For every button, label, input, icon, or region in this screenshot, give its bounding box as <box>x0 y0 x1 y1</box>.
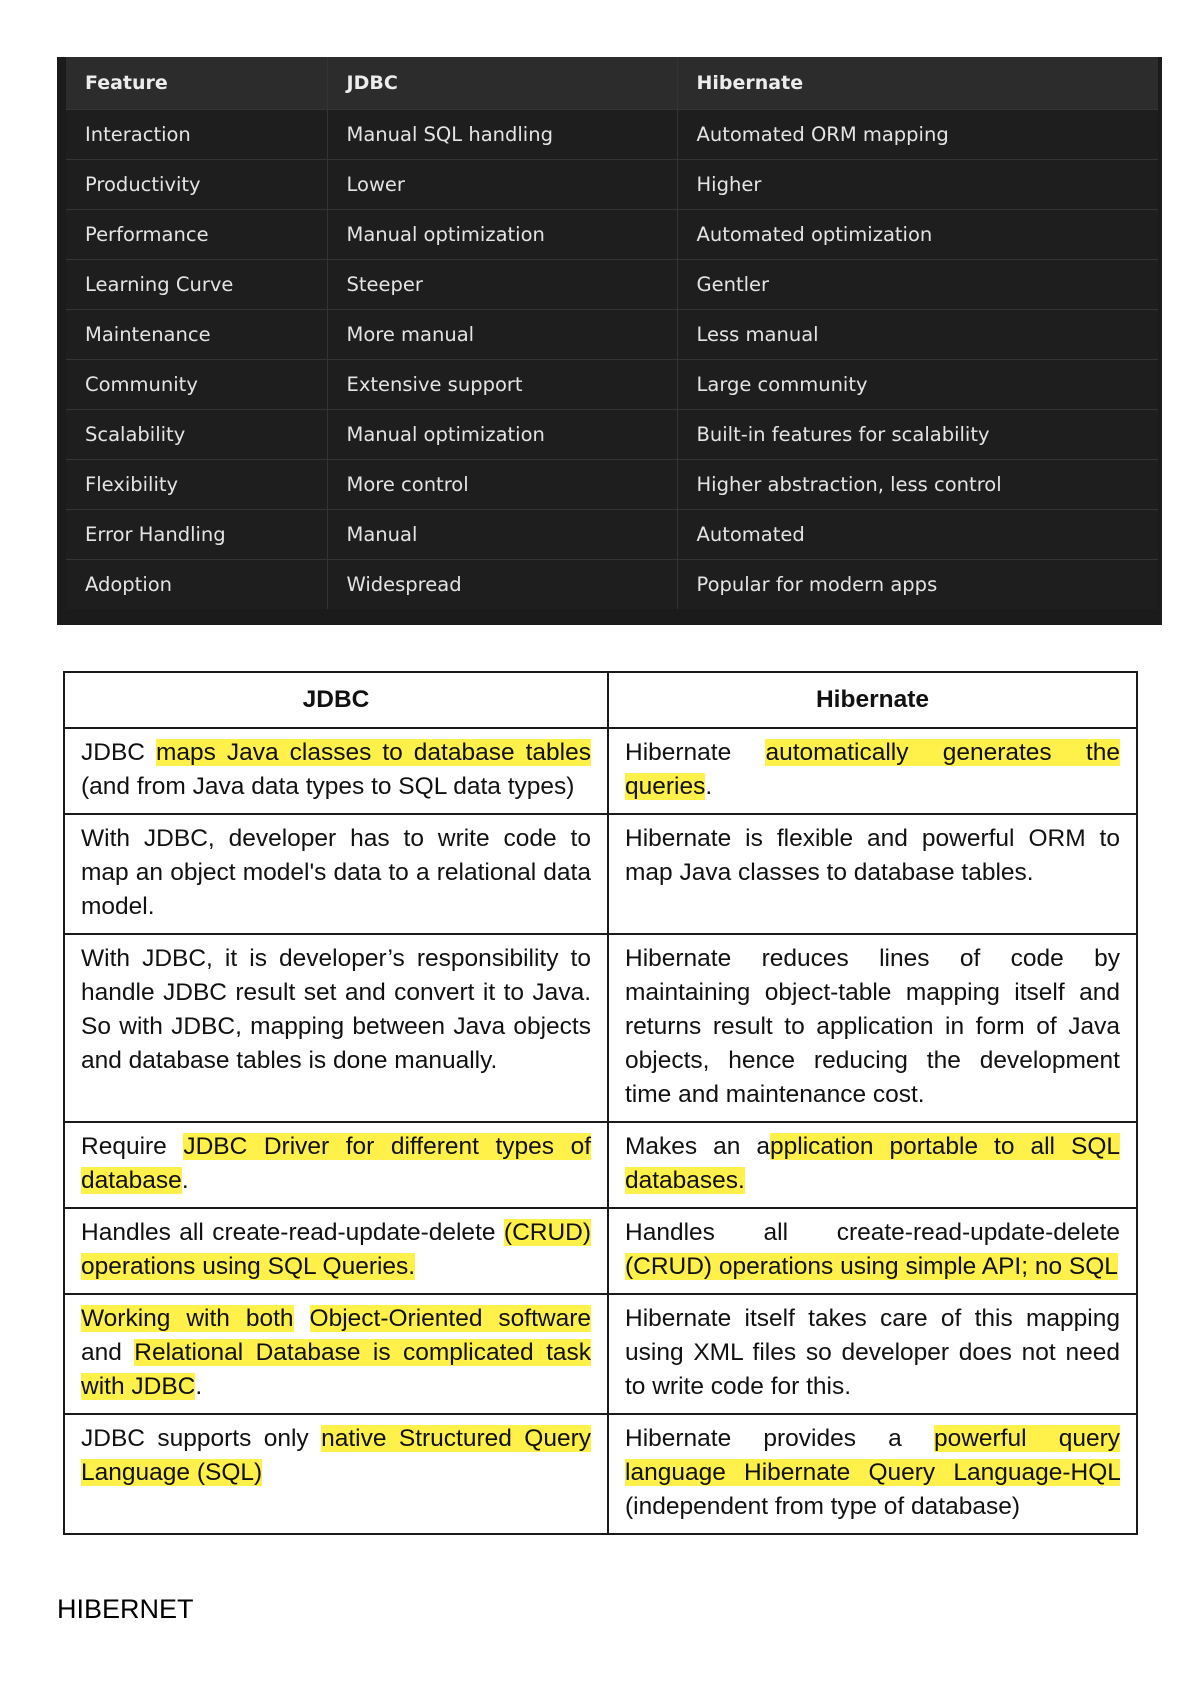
cell-text: (and from Java data types to SQL data types) <box>81 773 575 800</box>
table-row <box>64 814 1137 934</box>
highlighted-text: Working with both <box>81 1305 294 1332</box>
highlighted-text: native Structured Query Language (SQL) <box>81 1425 592 1486</box>
table-row <box>66 360 1158 410</box>
feature-cell: Flexibility <box>66 460 327 510</box>
table-row <box>64 728 1137 814</box>
jdbc-vs-hibernate-table <box>63 671 1138 1535</box>
cell-text: . <box>181 1167 189 1194</box>
jdbc-cell <box>64 1208 608 1294</box>
jdbc-cell: Extensive support <box>327 360 677 410</box>
hibernate-cell <box>608 1122 1137 1208</box>
cell-text: Hibernate reduces lines of code by maintaining object-table mapping itself and returns result to application in form of Java objects, hence reducing the development time and maintenance cost. <box>625 945 1120 1108</box>
table-row <box>66 310 1158 360</box>
header-hibernate: Hibernate <box>677 57 1158 110</box>
cell-text: Hibernate itself takes care of this mapping using XML files so developer does not need to write code for this. <box>625 1305 1120 1400</box>
jdbc-cell: More control <box>327 460 677 510</box>
jdbc-cell: Widespread <box>327 560 677 610</box>
dark-table-header-row <box>66 57 1158 110</box>
feature-cell: Performance <box>66 210 327 260</box>
hibernate-cell: Automated <box>677 510 1158 560</box>
cell-text: Hibernate <box>625 739 766 766</box>
cell-text: . <box>705 773 713 800</box>
feature-cell: Scalability <box>66 410 327 460</box>
table-row <box>64 1294 1137 1414</box>
jdbc-cell: Steeper <box>327 260 677 310</box>
cell-text <box>294 1305 310 1332</box>
jdbc-cell <box>64 1294 608 1414</box>
jdbc-cell <box>64 1122 608 1208</box>
highlighted-text: (CRUD) operations using simple API; no SQL <box>625 1253 1118 1280</box>
cell-text: Hibernate is flexible and powerful ORM to map Java classes to database tables. <box>625 825 1120 886</box>
jdbc-cell: Manual <box>327 510 677 560</box>
table-row <box>66 110 1158 160</box>
header-feature: Feature <box>66 57 327 110</box>
hibernate-cell <box>608 934 1137 1122</box>
feature-cell: Interaction <box>66 110 327 160</box>
feature-cell: Productivity <box>66 160 327 210</box>
hibernate-cell: Gentler <box>677 260 1158 310</box>
comparison-header-row <box>64 672 1137 728</box>
feature-cell: Maintenance <box>66 310 327 360</box>
cell-text: and <box>81 1339 135 1366</box>
feature-cell: Adoption <box>66 560 327 610</box>
jdbc-cell <box>64 1414 608 1534</box>
highlighted-text: powerful query language Hibernate Query Language-HQL <box>625 1425 1120 1486</box>
jdbc-cell <box>64 728 608 814</box>
comparison-table-body <box>64 728 1137 1534</box>
table-row <box>66 560 1158 610</box>
hibernate-cell <box>608 1414 1137 1534</box>
header-hibernate: Hibernate <box>608 672 1137 728</box>
dark-table <box>66 57 1158 609</box>
hibernate-cell <box>608 814 1137 934</box>
highlighted-text: Relational Database is complicated task with JDBC <box>81 1339 591 1400</box>
jdbc-cell: Manual optimization <box>327 210 677 260</box>
table-row <box>66 160 1158 210</box>
highlighted-text: Object-Oriented software <box>309 1305 591 1332</box>
hibernate-cell: Higher abstraction, less control <box>677 460 1158 510</box>
header-jdbc: JDBC <box>327 57 677 110</box>
table-row <box>66 410 1158 460</box>
hibernate-cell <box>608 1294 1137 1414</box>
cell-text: Handles all create-read-update-delete <box>81 1219 504 1246</box>
highlighted-text: automatically generates the queries <box>625 739 1120 800</box>
table-row <box>64 934 1137 1122</box>
cell-text: Handles all create-read-update-delete <box>625 1219 1120 1246</box>
table-row <box>64 1208 1137 1294</box>
feature-cell: Community <box>66 360 327 410</box>
section-title: HIBERNET <box>57 1594 194 1624</box>
cell-text: (independent from type of database) <box>625 1493 1020 1520</box>
header-jdbc: JDBC <box>64 672 608 728</box>
hibernate-cell: Built-in features for scalability <box>677 410 1158 460</box>
highlighted-text: (CRUD) operations using SQL Queries. <box>81 1219 591 1280</box>
highlighted-text: pplication portable to all SQL databases. <box>625 1133 1121 1194</box>
table-row <box>64 1122 1137 1208</box>
feature-comparison-table <box>57 57 1162 625</box>
cell-text: JDBC supports only <box>81 1425 322 1452</box>
hibernate-cell: Automated ORM mapping <box>677 110 1158 160</box>
cell-text: . <box>195 1373 203 1400</box>
hibernate-cell <box>608 728 1137 814</box>
table-row <box>66 260 1158 310</box>
cell-text: JDBC <box>81 739 156 766</box>
cell-text: Hibernate provides a <box>625 1425 934 1452</box>
table-row <box>66 510 1158 560</box>
cell-text: With JDBC, it is developer’s responsibility to handle JDBC result set and convert it to Java. So with JDBC, mapping between Java objects and database tables is done manually. <box>81 945 591 1074</box>
hibernate-cell: Popular for modern apps <box>677 560 1158 610</box>
table-row <box>66 210 1158 260</box>
table-row <box>66 460 1158 510</box>
hibernate-cell: Higher <box>677 160 1158 210</box>
hibernate-cell: Large community <box>677 360 1158 410</box>
jdbc-cell <box>64 814 608 934</box>
jdbc-cell: Manual SQL handling <box>327 110 677 160</box>
hibernate-cell <box>608 1208 1137 1294</box>
hibernate-cell: Less manual <box>677 310 1158 360</box>
highlighted-text: JDBC Driver for different types of database <box>81 1133 591 1194</box>
jdbc-cell: Lower <box>327 160 677 210</box>
cell-text: Makes an a <box>625 1133 771 1160</box>
cell-text: Require <box>81 1133 184 1160</box>
highlighted-text: maps Java classes to database tables <box>155 739 591 766</box>
jdbc-cell: More manual <box>327 310 677 360</box>
dark-table-body <box>66 110 1158 610</box>
jdbc-cell <box>64 934 608 1122</box>
jdbc-cell: Manual optimization <box>327 410 677 460</box>
hibernate-cell: Automated optimization <box>677 210 1158 260</box>
cell-text: With JDBC, developer has to write code to map an object model's data to a relational data model. <box>81 825 591 920</box>
table-row <box>64 1414 1137 1534</box>
feature-cell: Learning Curve <box>66 260 327 310</box>
feature-cell: Error Handling <box>66 510 327 560</box>
